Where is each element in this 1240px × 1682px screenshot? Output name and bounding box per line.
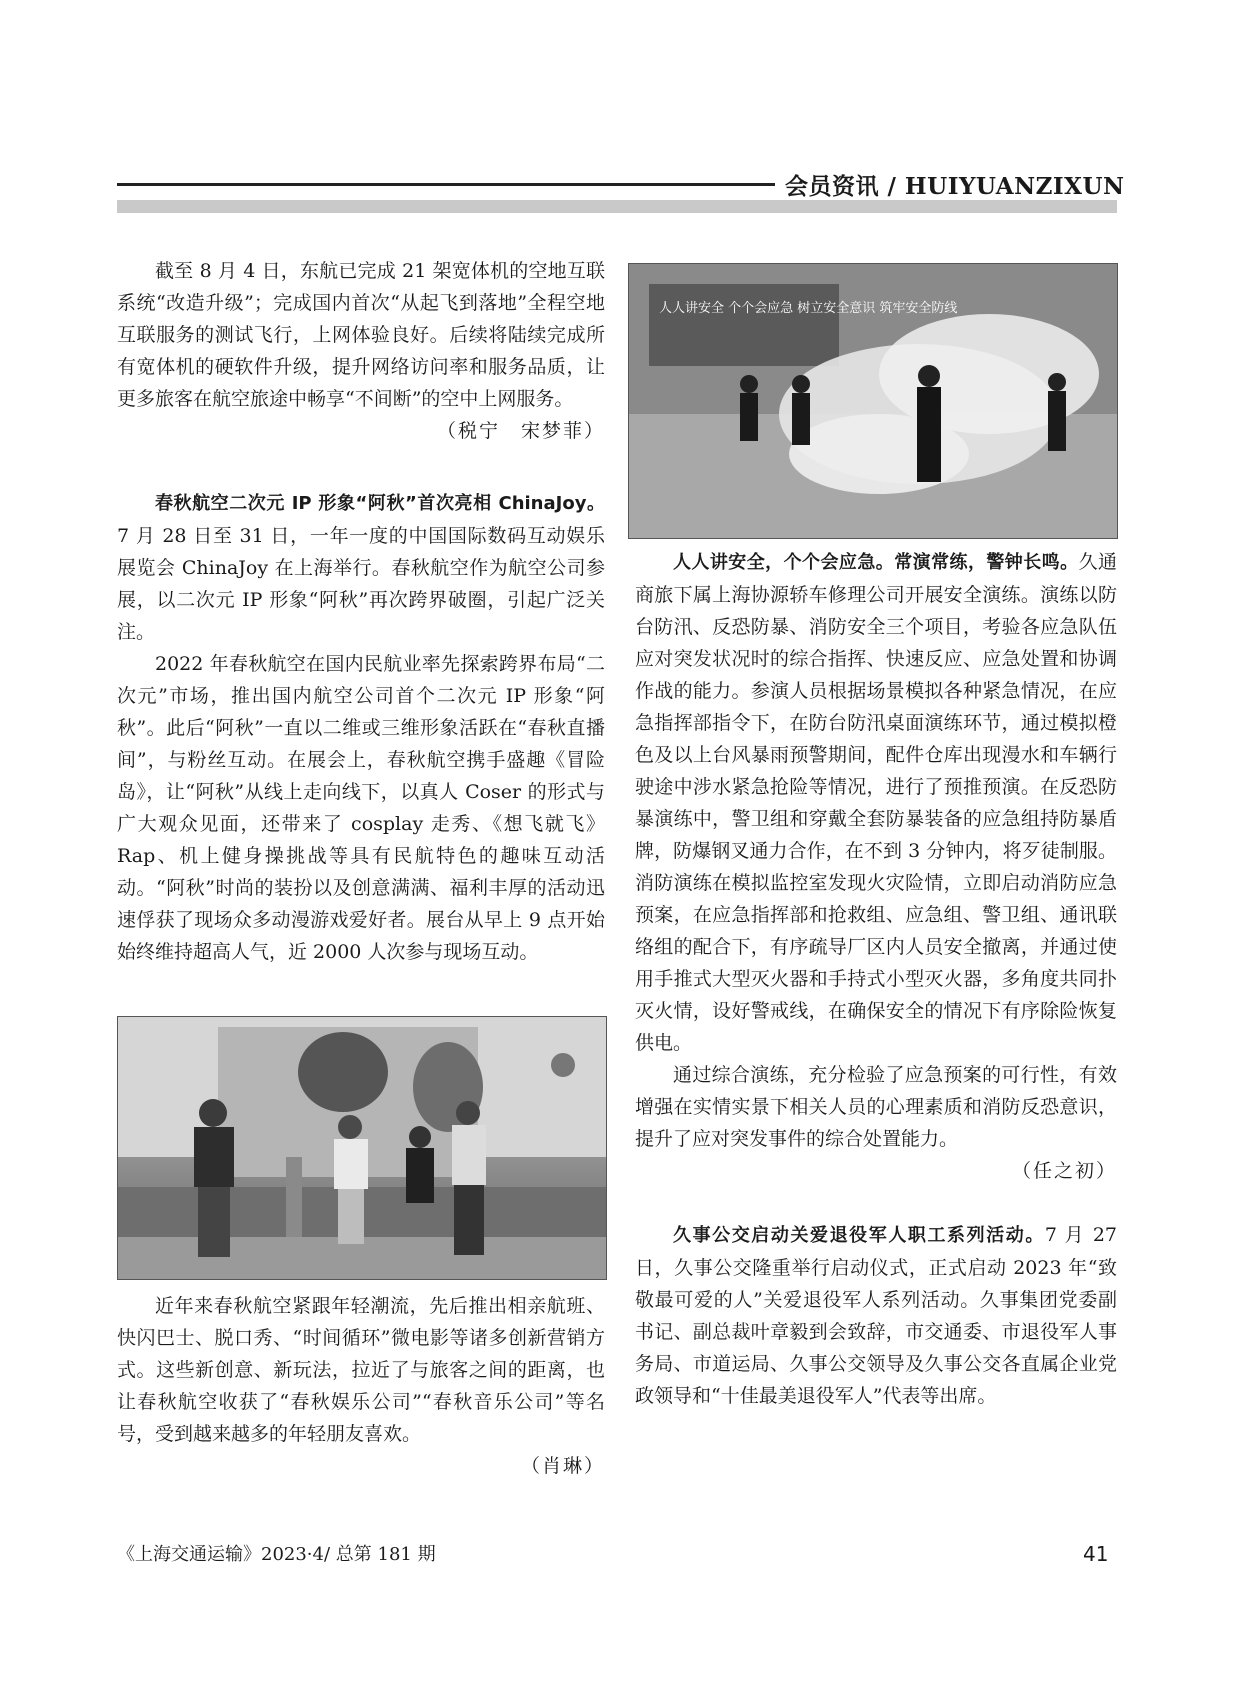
article2-paragraph-2: 2022 年春秋航空在国内民航业率先探索跨界布局“二次元”市场，推出国内航空公司首个二次元 IP 形象“阿秋”。此后“阿秋”一直以二维或三维形象活跃在“春秋直播间”，与粉丝互动。在展会上，春秋航空携手盛趣《冒险岛》，让“阿秋”从线上走向线下，以真人 Coser 的形式与广大观众见面，还带来了 cosplay 走秀、《想飞就飞》Rap、机上健身操挑战等具有民航特色的趣味互动活动。“阿秋”时尚的装扮以及创意满满、福利丰厚的活动迅速俘获了现场众多动漫游戏爱好者。展台从早上 9 点开始始终维持超高人气，近 2000 人次参与现场互动。	[117, 653, 605, 963]
header-rule	[117, 183, 775, 186]
article2-paragraph-3: 近年来春秋航空紧跟年轻潮流，先后推出相亲航班、快闪巴士、脱口秀、“时间循环”微电影等诸多创新营销方式。这些新创意、新玩法，拉近了与旅客之间的距离，也让春秋航空收获了“春秋娱乐公司”“春秋音乐公司”等名号，受到越来越多的年轻朋友喜欢。	[117, 1295, 605, 1445]
article4-paragraph-1	[635, 1219, 1117, 1412]
article3-paragraph-1-text: 久通商旅下属上海协源轿车修理公司开展安全演练。演练以防台防汛、反恐防暴、消防安全三个项目，考验各应急队伍应对突发状况时的综合指挥、快速反应、应急处置和协调作战的能力。参演人员根据场景模拟各种紧急情况，在应急指挥部指令下，在防台防汛桌面演练环节，通过模拟橙色及以上台风暴雨预警期间，配件仓库出现漫水和车辆行驶途中涉水紧急抢险等情况，进行了预推预演。在反恐防暴演练中，警卫组和穿戴全套防暴装备的应急组持防暴盾牌，防爆钢叉通力合作，在不到 3 分钟内，将歹徒制服。消防演练在模拟监控室发现火灾险情，立即启动消防应急预案，在应急指挥部和抢救组、应急组、警卫组、通讯联络组的配合下，有序疏导厂区内人员安全撤离，并通过使用手推式大型灭火器和手持式小型灭火器，多角度共同扑灭火情，设好警戒线，在确保安全的情况下有序除险恢复供电。	[635, 551, 1117, 1054]
journal-footer: 《上海交通运输》2023·4/ 总第 181 期	[117, 1544, 436, 1565]
article2-paragraph-1-text: 7 月 28 日至 31 日，一年一度的中国国际数码互动娱乐展览会 ChinaJoy 在上海举行。春秋航空作为航空公司参展，以二次元 IP 形象“阿秋”再次跨界破圈，引起广泛关注。	[117, 525, 605, 643]
right-column	[635, 546, 1117, 1412]
article2-paragraph-1	[117, 487, 605, 648]
cosplay-stage-photo	[117, 1016, 607, 1280]
article3-paragraph-1	[635, 546, 1117, 1059]
article3-paragraph-2: 通过综合演练，充分检验了应急预案的可行性，有效增强在实情实景下相关人员的心理素质和消防反恐意识，提升了应对突发事件的综合处置能力。	[635, 1064, 1117, 1150]
article2-byline: （肖琳）	[520, 1455, 605, 1477]
fire-drill-illustration	[629, 264, 1117, 538]
article1-paragraph: 截至 8 月 4 日，东航已完成 21 架宽体机的空地互联系统“改造升级”；完成国内首次“从起飞到落地”全程空地互联服务的测试飞行，上网体验良好。后续将陆续完成所有宽体机的硬软件升级，提升网络访问率和服务品质，让更多旅客在航空旅途中畅享“不间断”的空中上网服务。	[117, 260, 605, 410]
left-column-top	[117, 255, 605, 968]
fire-drill-photo	[628, 263, 1118, 539]
article4-paragraph-1-text: 7 月 27 日，久事公交隆重举行启动仪式，正式启动 2023 年“致敬最可爱的人”关爱退役军人系列活动。久事集团党委副书记、副总裁叶章毅到会致辞，市交通委、市退役军人事务局、市道运局、久事公交领导及久事公交各直属企业党政领导和“十佳最美退役军人”代表等出席。	[635, 1224, 1117, 1407]
drill-banner-text: 人人讲安全 个个会应急 树立安全意识 筑牢安全防线	[659, 301, 958, 316]
article3-lead: 人人讲安全，个个会应急。常演常练，警钟长鸣。	[673, 552, 1079, 573]
article3-byline: （任之初）	[1011, 1160, 1117, 1182]
article2-lead: 春秋航空二次元 IP 形象“阿秋”首次亮相 ChinaJoy。	[155, 493, 605, 514]
article1-byline: （税宁 宋梦菲）	[436, 420, 605, 442]
section-title: 会员资讯 / HUIYUANZIXUN	[785, 173, 1125, 200]
cosplay-stage-illustration	[118, 1017, 606, 1279]
left-column-bottom	[117, 1290, 605, 1482]
header-bar	[117, 200, 1117, 213]
page-number: 41	[1083, 1542, 1109, 1566]
article4-lead: 久事公交启动关爱退役军人职工系列活动。	[673, 1225, 1045, 1246]
